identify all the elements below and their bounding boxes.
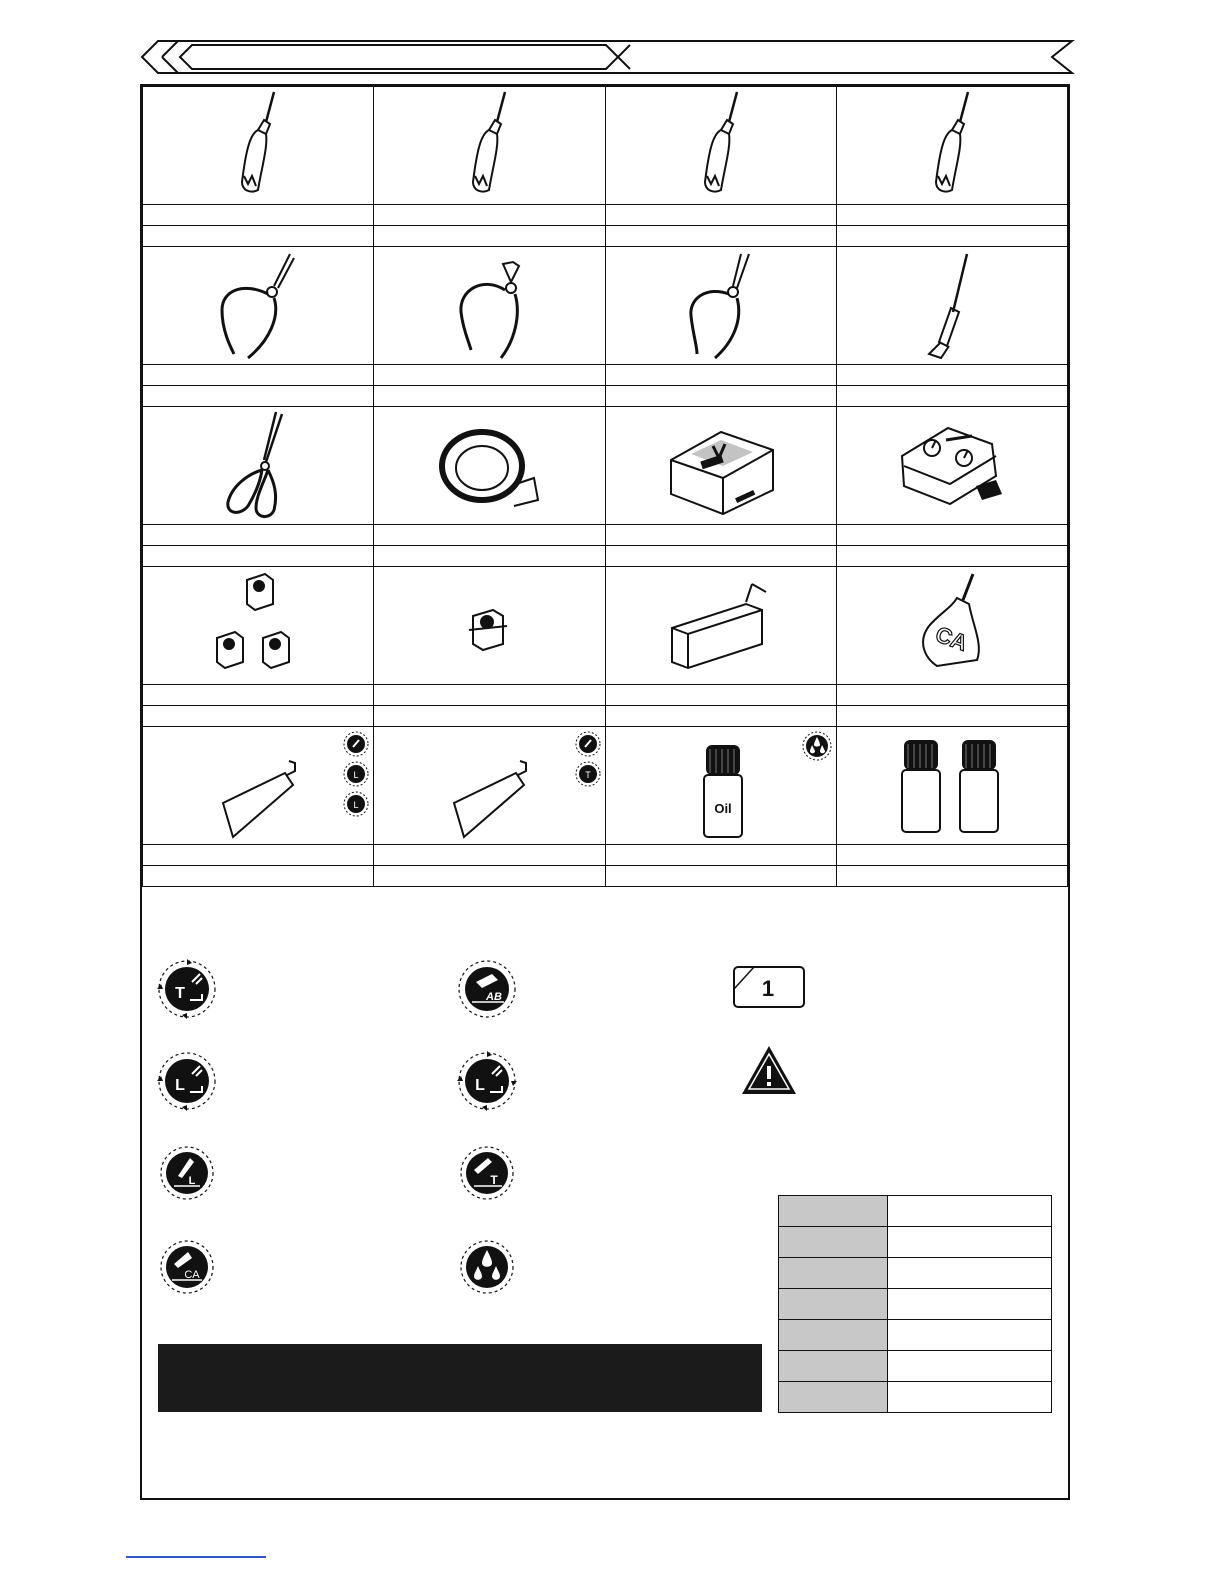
tool-cell-battery — [605, 567, 836, 685]
spec-key — [779, 1382, 888, 1413]
loctite-double-rotate-icon — [456, 1050, 518, 1112]
servo-icon — [459, 570, 519, 682]
tool-cell-scissors — [143, 407, 374, 525]
needle-nose-pliers-icon — [208, 250, 308, 362]
svg-text:CA: CA — [184, 1269, 200, 1281]
spec-key — [779, 1289, 888, 1320]
badge-column — [343, 731, 369, 817]
tool-label — [143, 226, 374, 247]
svg-text:T: T — [490, 1173, 498, 1187]
tool-cell-hex-driver-4 — [836, 87, 1067, 205]
tool-label — [143, 205, 374, 226]
tool-label — [374, 226, 605, 247]
tool-cell-paint-bottles — [836, 727, 1067, 845]
thread-lock-rotate-icon — [575, 761, 601, 787]
tool-label — [836, 386, 1067, 407]
long-nose-pliers-icon — [671, 250, 771, 362]
ab-glue-icon — [456, 958, 518, 1020]
tool-label — [836, 525, 1067, 546]
tool-label — [374, 685, 605, 706]
loctite-rotate-icon — [343, 761, 369, 787]
spec-value — [888, 1382, 1052, 1413]
tool-label — [374, 845, 605, 866]
loctite-apply-icon — [158, 1144, 216, 1202]
hex-driver-icon — [459, 90, 519, 202]
symbol-l-lock-rotate-2 — [456, 1050, 532, 1112]
spec-key — [779, 1196, 888, 1227]
svg-text:L: L — [475, 1077, 485, 1094]
svg-text:AB: AB — [486, 991, 502, 1003]
tool-cell-screwdriver — [836, 247, 1067, 365]
spec-value — [888, 1196, 1052, 1227]
spec-row — [779, 1382, 1052, 1413]
oil-bottle-text: Oil — [713, 801, 732, 816]
spec-key — [779, 1227, 888, 1258]
tool-label — [374, 866, 605, 887]
tool-label — [374, 386, 605, 407]
badge-column — [575, 731, 601, 787]
spec-key — [779, 1320, 888, 1351]
oil-drop-icon — [802, 731, 832, 761]
tool-label — [374, 546, 605, 567]
svg-text:T: T — [584, 770, 591, 780]
note-band — [158, 1344, 762, 1412]
svg-text:L: L — [353, 770, 359, 780]
tool-label — [605, 226, 836, 247]
spec-row — [779, 1196, 1052, 1227]
tool-label — [605, 685, 836, 706]
hex-driver-icon — [691, 90, 751, 202]
tool-label — [143, 546, 374, 567]
tool-label — [836, 205, 1067, 226]
tool-cell-needle-nose-pliers — [143, 247, 374, 365]
spec-value — [888, 1289, 1052, 1320]
tool-label — [836, 845, 1067, 866]
tool-label — [605, 706, 836, 727]
tool-cell-grease-tube-1 — [143, 727, 374, 845]
spec-row — [779, 1289, 1052, 1320]
tool-label — [836, 226, 1067, 247]
tool-cell-hex-driver-1 — [143, 87, 374, 205]
step-number: 1 — [761, 976, 775, 1001]
tool-cell-hex-driver-2 — [374, 87, 605, 205]
spec-row — [779, 1258, 1052, 1289]
tool-label — [374, 706, 605, 727]
spec-value — [888, 1227, 1052, 1258]
tool-cell-hex-driver-3 — [605, 87, 836, 205]
tool-label — [605, 866, 836, 887]
tool-label — [605, 386, 836, 407]
ca-apply-icon — [158, 1238, 216, 1296]
symbol-oil-drops — [458, 1238, 530, 1296]
battery-icon — [656, 570, 786, 682]
section-banner — [140, 38, 1076, 76]
tool-label — [836, 685, 1067, 706]
oil-drop-icon — [458, 1238, 516, 1296]
hex-driver-icon — [228, 90, 288, 202]
tool-label — [143, 706, 374, 727]
step-number-legend — [732, 965, 820, 1009]
tool-cell-charger — [605, 407, 836, 525]
grease-tube-icon — [209, 731, 309, 843]
tool-label — [605, 205, 836, 226]
spec-table — [778, 1195, 1052, 1413]
spec-row — [779, 1351, 1052, 1382]
tool-cell-transmitter — [836, 407, 1067, 525]
glue-icon — [575, 731, 601, 757]
svg-text:CA: CA — [932, 620, 971, 656]
tool-label — [143, 866, 374, 887]
tool-cell-oil-bottle — [605, 727, 836, 845]
tool-label — [374, 525, 605, 546]
glue-icon — [343, 731, 369, 757]
tool-cell-servos-3 — [143, 567, 374, 685]
tool-label — [374, 205, 605, 226]
servo-icon — [203, 570, 313, 682]
thread-lock-apply-icon — [458, 1144, 516, 1202]
screwdriver-icon — [917, 250, 987, 362]
badge-column — [802, 731, 832, 761]
side-cutter-icon — [439, 250, 539, 362]
tool-label — [143, 365, 374, 386]
loctite-rotate-icon — [343, 791, 369, 817]
tool-label — [143, 386, 374, 407]
symbol-t-apply — [458, 1144, 530, 1202]
tool-cell-grease-tube-2 — [374, 727, 605, 845]
transmitter-icon — [892, 410, 1012, 522]
svg-text:L: L — [175, 1077, 185, 1094]
symbol-t-lock-rotate — [156, 958, 232, 1020]
oil-bottle-icon — [698, 741, 748, 841]
symbol-l-apply — [158, 1144, 230, 1202]
tool-label — [836, 706, 1067, 727]
tool-label — [836, 365, 1067, 386]
loctite-rotate-icon — [156, 1050, 218, 1112]
grease-tube-icon — [440, 731, 540, 843]
svg-text:L: L — [188, 1175, 196, 1187]
svg-text:T: T — [175, 985, 185, 1002]
tool-label — [836, 866, 1067, 887]
thread-lock-rotate-icon — [156, 958, 218, 1020]
tool-label — [605, 365, 836, 386]
tool-label — [374, 365, 605, 386]
tool-cell-ca-glue — [836, 567, 1067, 685]
tool-grid — [142, 86, 1068, 887]
tool-cell-servo-1 — [374, 567, 605, 685]
paint-bottles-icon — [892, 736, 1012, 836]
step-number-box — [732, 965, 806, 1009]
tool-label — [143, 685, 374, 706]
tool-label — [143, 845, 374, 866]
tool-label — [605, 845, 836, 866]
spec-key — [779, 1351, 888, 1382]
scissors-icon — [208, 410, 308, 522]
hex-driver-icon — [922, 90, 982, 202]
symbol-l-lock-rotate — [156, 1050, 232, 1112]
symbol-ca-apply — [158, 1238, 230, 1296]
tool-cell-side-cutter — [374, 247, 605, 365]
tool-cell-long-nose-pliers — [605, 247, 836, 365]
warning-icon — [740, 1044, 798, 1096]
spec-row — [779, 1320, 1052, 1351]
symbol-ab-glue — [456, 958, 532, 1020]
tool-label — [605, 546, 836, 567]
spec-value — [888, 1258, 1052, 1289]
footer-link[interactable] — [126, 1556, 266, 1558]
spec-value — [888, 1351, 1052, 1382]
tool-cell-tape — [374, 407, 605, 525]
svg-text:L: L — [353, 800, 359, 810]
spec-value — [888, 1320, 1052, 1351]
tool-label — [143, 525, 374, 546]
spec-row — [779, 1227, 1052, 1258]
ca-glue-icon — [907, 570, 997, 682]
spec-key — [779, 1258, 888, 1289]
warning-legend — [740, 1044, 812, 1096]
tool-label — [605, 525, 836, 546]
tool-label — [836, 546, 1067, 567]
tape-icon — [434, 410, 544, 522]
charger-icon — [661, 410, 781, 522]
